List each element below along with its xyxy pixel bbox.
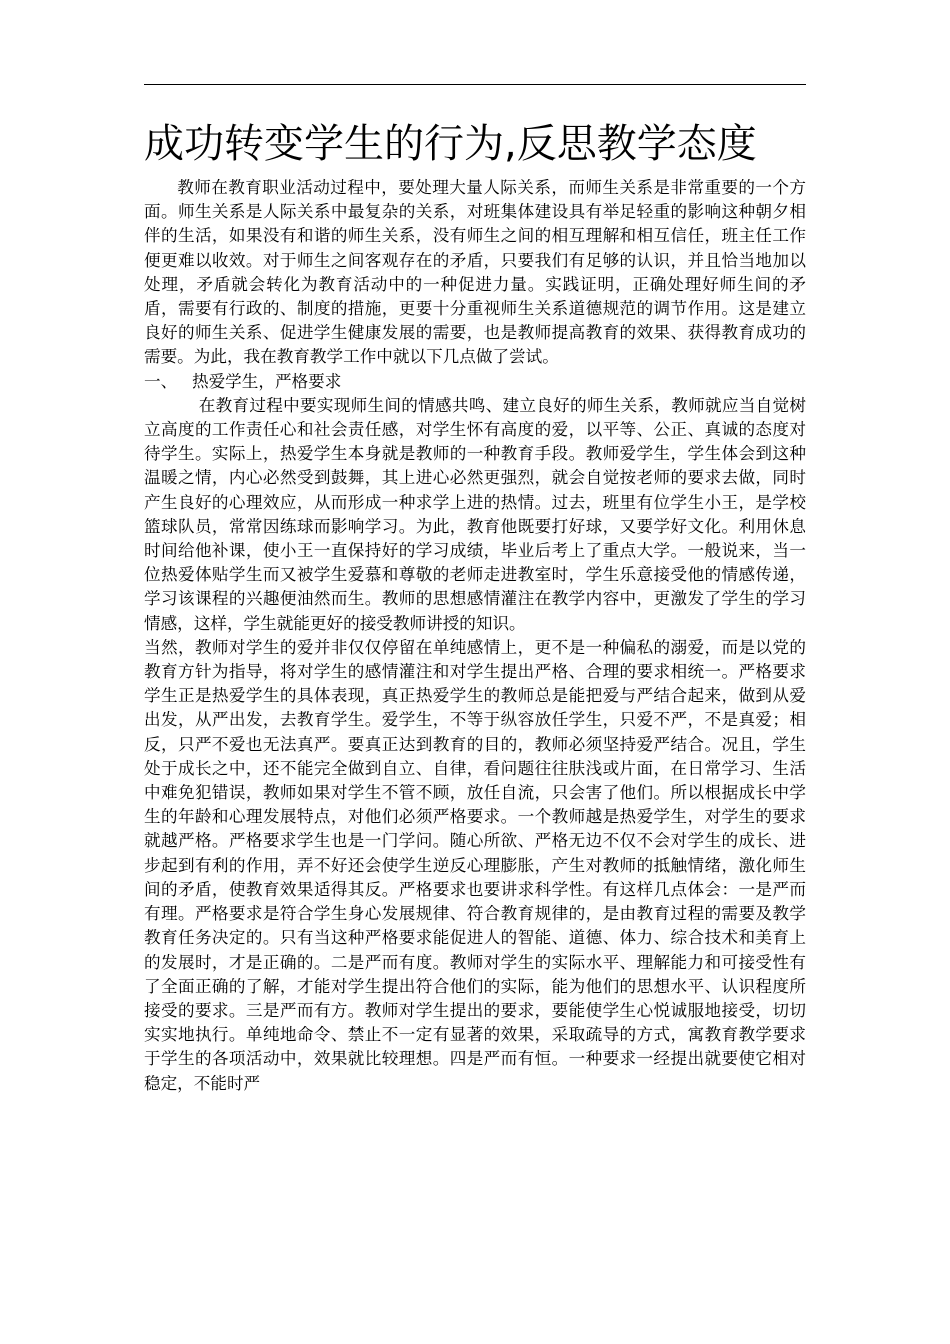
section-heading-text: 热爱学生，严格要求 <box>192 371 342 391</box>
document-page <box>144 118 806 1096</box>
header-rule <box>144 84 806 85</box>
section-number: 一、 <box>144 371 178 391</box>
section-heading <box>144 370 806 394</box>
intro-paragraph: 教师在教育职业活动过程中，要处理大量人际关系，而师生关系是非常重要的一个方面。师生关系是人际关系中最复杂的关系，对班集体建设具有举足轻重的影响这种朝夕相伴的生活，如果没有和谐的师生关系，没有师生之间的相互理解和相互信任，班主任工作便更难以收效。对于师生之间客观存在的矛盾，只要我们有足够的认识，并且恰当地加以处理，矛盾就会转化为教育活动中的一种促进力量。实践证明，正确处理好师生间的矛盾，需要有行政的、制度的措施，更要十分重视师生关系道德规范的调节作用。这是建立良好的师生关系、促进学生健康发展的需要，也是教师提高教育的效果、获得教育成功的需要。为此，我在教育教学工作中就以下几点做了尝试。 <box>144 178 806 367</box>
document-title: 成功转变学生的行为,反思教学态度 <box>144 121 757 167</box>
section-paragraph-1: 在教育过程中要实现师生间的情感共鸣、建立良好的师生关系，教师就应当自觉树立高度的工作责任心和社会责任感，对学生怀有高度的爱，以平等、公正、真诚的态度对待学生。实际上，热爱学生本身就是教师的一种教育手段。教师爱学生，学生体会到这种温暖之情，内心必然受到鼓舞，其上进心必然更强烈，就会自觉按老师的要求去做，同时产生良好的心理效应，从而形成一种求学上进的热情。过去，班里有位学生小王，是学校篮球队员，常常因练球而影响学习。为此，教育他既要打好球，又要学好文化。利用休息时间给他补课，使小王一直保持好的学习成绩，毕业后考上了重点大学。一般说来，当一位热爱体贴学生而又被学生爱慕和尊敬的老师走进教室时，学生乐意接受他的情感传递，学习该课程的兴趣便油然而生。教师的思想感情灌注在教学内容中，更激发了学生的学习情感，这样，学生就能更好的接受教师讲授的知识。 <box>144 395 806 633</box>
section-paragraph-2: 当然，教师对学生的爱并非仅仅停留在单纯感情上，更不是一种偏私的溺爱，而是以党的教育方针为指导，将对学生的感情灌注和对学生提出严格、合理的要求相统一。严格要求学生正是热爱学生的具体表现，真正热爱学生的教师总是能把爱与严结合起来，做到从爱出发，从严出发，去教育学生。爱学生，不等于纵容放任学生，只爱不严，不是真爱；相反，只严不爱也无法真严。要真正达到教育的目的，教师必须坚持爱严结合。况且，学生处于成长之中，还不能完全做到自立、自律，看问题往往肤浅或片面，在日常学习、生活中难免犯错误，教师如果对学生不管不顾，放任自流，只会害了他们。所以根据成长中学生的年龄和心理发展特点，对他们必须严格要求。一个教师越是热爱学生，对学生的要求就越严格。严格要求学生也是一门学问。随心所欲、严格无边不仅不会对学生的成长、进步起到有利的作用，弄不好还会使学生逆反心理膨胀，产生对教师的抵触情绪，激化师生间的矛盾，使教育效果适得其反。严格要求也要讲求科学性。有这样几点体会：一是严而有理。严格要求是符合学生身心发展规律、符合教育规律的，是由教育过程的需要及教学教育任务决定的。只有当这种严格要求能促进人的智能、道德、体力、综合技术和美育上的发展时，才是正确的。二是严而有度。教师对学生的实际水平、理解能力和可接受性有了全面正确的了解，才能对学生提出符合他们的实际，能为他们的思想水平、认识程度所接受的要求。三是严而有方。教师对学生提出的要求，要能使学生心悦诚服地接受，切切实实地执行。单纯地命令、禁止不一定有显著的效果，采取疏导的方式，寓教育教学要求于学生的各项活动中，效果就比较理想。四是严而有恒。一种要求一经提出就要使它相对稳定，不能时严 <box>144 637 806 1093</box>
